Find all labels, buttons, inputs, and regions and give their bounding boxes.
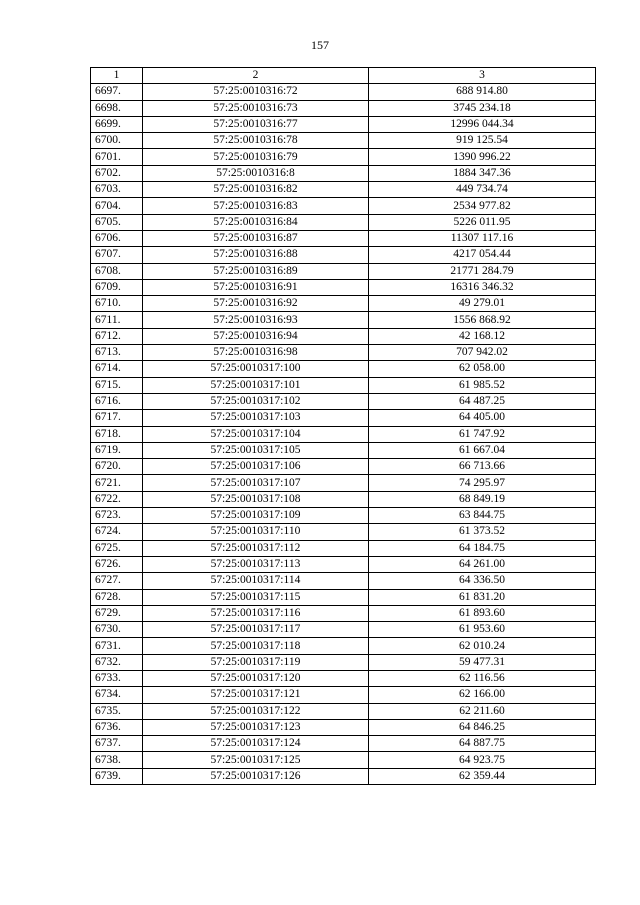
table-row [91, 475, 596, 491]
cadastral-value: 62 058.00 [369, 361, 596, 377]
table-row [91, 345, 596, 361]
row-number: 6714. [91, 361, 143, 377]
row-number: 6709. [91, 279, 143, 295]
row-number: 6704. [91, 198, 143, 214]
cadastral-number: 57:25:0010317:113 [143, 556, 369, 572]
cadastral-value: 63 844.75 [369, 508, 596, 524]
cadastral-value: 1884 347.36 [369, 165, 596, 181]
row-number: 6727. [91, 573, 143, 589]
cadastral-number: 57:25:0010316:92 [143, 296, 369, 312]
cadastral-value: 64 184.75 [369, 540, 596, 556]
table-row [91, 605, 596, 621]
cadastral-number: 57:25:0010317:115 [143, 589, 369, 605]
table-row [91, 393, 596, 409]
row-number: 6732. [91, 654, 143, 670]
table-row [91, 377, 596, 393]
row-number: 6715. [91, 377, 143, 393]
row-number: 6706. [91, 230, 143, 246]
row-number: 6731. [91, 638, 143, 654]
table-row [91, 622, 596, 638]
cadastral-value: 74 295.97 [369, 475, 596, 491]
cadastral-number: 57:25:0010316:94 [143, 328, 369, 344]
cadastral-number: 57:25:0010317:117 [143, 622, 369, 638]
table-row [91, 442, 596, 458]
cadastral-value: 42 168.12 [369, 328, 596, 344]
row-number: 6705. [91, 214, 143, 230]
table-row [91, 328, 596, 344]
table-row [91, 247, 596, 263]
table-row [91, 768, 596, 784]
table-row [91, 703, 596, 719]
table-row [91, 198, 596, 214]
table-row [91, 540, 596, 556]
cadastral-number: 57:25:0010317:119 [143, 654, 369, 670]
cadastral-number: 57:25:0010317:112 [143, 540, 369, 556]
cadastral-value: 62 010.24 [369, 638, 596, 654]
table-row [91, 491, 596, 507]
cadastral-value: 49 279.01 [369, 296, 596, 312]
row-number: 6729. [91, 605, 143, 621]
row-number: 6734. [91, 687, 143, 703]
row-number: 6738. [91, 752, 143, 768]
row-number: 6700. [91, 133, 143, 149]
row-number: 6708. [91, 263, 143, 279]
cadastral-value: 62 359.44 [369, 768, 596, 784]
cadastral-value: 62 166.00 [369, 687, 596, 703]
cadastral-number: 57:25:0010317:102 [143, 393, 369, 409]
cadastral-value: 59 477.31 [369, 654, 596, 670]
cadastral-number: 57:25:0010317:114 [143, 573, 369, 589]
cadastral-value: 61 747.92 [369, 426, 596, 442]
cadastral-number: 57:25:0010317:118 [143, 638, 369, 654]
table-row [91, 670, 596, 686]
row-number: 6718. [91, 426, 143, 442]
table-row [91, 279, 596, 295]
row-number: 6713. [91, 345, 143, 361]
cadastral-number: 57:25:0010316:87 [143, 230, 369, 246]
table-row [91, 214, 596, 230]
cadastral-number: 57:25:0010316:72 [143, 84, 369, 100]
cadastral-value: 61 831.20 [369, 589, 596, 605]
cadastral-value: 62 211.60 [369, 703, 596, 719]
cadastral-value: 16316 346.32 [369, 279, 596, 295]
cadastral-value: 61 953.60 [369, 622, 596, 638]
cadastral-value: 12996 044.34 [369, 116, 596, 132]
cadastral-value: 64 887.75 [369, 736, 596, 752]
cadastral-value: 707 942.02 [369, 345, 596, 361]
cadastral-number: 57:25:0010317:124 [143, 736, 369, 752]
cadastral-number: 57:25:0010317:121 [143, 687, 369, 703]
cadastral-value: 64 846.25 [369, 719, 596, 735]
row-number: 6697. [91, 84, 143, 100]
cadastral-value-table [90, 67, 596, 785]
cadastral-value: 66 713.66 [369, 459, 596, 475]
row-number: 6730. [91, 622, 143, 638]
row-number: 6707. [91, 247, 143, 263]
cadastral-value: 1556 868.92 [369, 312, 596, 328]
cadastral-number: 57:25:0010316:73 [143, 100, 369, 116]
cadastral-number: 57:25:0010316:98 [143, 345, 369, 361]
cadastral-number: 57:25:0010317:116 [143, 605, 369, 621]
cadastral-value: 64 261.00 [369, 556, 596, 572]
cadastral-value: 688 914.80 [369, 84, 596, 100]
table-row [91, 410, 596, 426]
cadastral-value: 61 893.60 [369, 605, 596, 621]
cadastral-number: 57:25:0010317:123 [143, 719, 369, 735]
table-row [91, 508, 596, 524]
row-number: 6736. [91, 719, 143, 735]
table-row [91, 182, 596, 198]
cadastral-number: 57:25:0010317:108 [143, 491, 369, 507]
row-number: 6711. [91, 312, 143, 328]
table-row [91, 165, 596, 181]
cadastral-value: 62 116.56 [369, 670, 596, 686]
cadastral-value: 1390 996.22 [369, 149, 596, 165]
cadastral-number: 57:25:0010316:84 [143, 214, 369, 230]
cadastral-value: 64 405.00 [369, 410, 596, 426]
table-row [91, 589, 596, 605]
cadastral-number: 57:25:0010317:103 [143, 410, 369, 426]
table-row [91, 638, 596, 654]
cadastral-number: 57:25:0010316:89 [143, 263, 369, 279]
header-col-2: 2 [143, 68, 369, 84]
cadastral-number: 57:25:0010317:126 [143, 768, 369, 784]
table-row [91, 752, 596, 768]
table-row [91, 426, 596, 442]
row-number: 6717. [91, 410, 143, 426]
table-row [91, 524, 596, 540]
row-number: 6728. [91, 589, 143, 605]
cadastral-number: 57:25:0010316:93 [143, 312, 369, 328]
cadastral-number: 57:25:0010316:82 [143, 182, 369, 198]
cadastral-value: 4217 054.44 [369, 247, 596, 263]
row-number: 6719. [91, 442, 143, 458]
cadastral-value: 64 923.75 [369, 752, 596, 768]
table-row [91, 556, 596, 572]
table-row [91, 654, 596, 670]
cadastral-value: 449 734.74 [369, 182, 596, 198]
table-row [91, 133, 596, 149]
table-body [91, 84, 596, 785]
row-number: 6737. [91, 736, 143, 752]
cadastral-number: 57:25:0010317:101 [143, 377, 369, 393]
cadastral-number: 57:25:0010316:77 [143, 116, 369, 132]
row-number: 6733. [91, 670, 143, 686]
table-row [91, 736, 596, 752]
header-col-3: 3 [369, 68, 596, 84]
row-number: 6702. [91, 165, 143, 181]
cadastral-number: 57:25:0010317:120 [143, 670, 369, 686]
cadastral-number: 57:25:0010317:125 [143, 752, 369, 768]
table-row [91, 116, 596, 132]
cadastral-value: 68 849.19 [369, 491, 596, 507]
table-row [91, 459, 596, 475]
cadastral-value: 61 985.52 [369, 377, 596, 393]
cadastral-value: 3745 234.18 [369, 100, 596, 116]
row-number: 6725. [91, 540, 143, 556]
table-row [91, 573, 596, 589]
cadastral-number: 57:25:0010316:88 [143, 247, 369, 263]
table-row [91, 296, 596, 312]
cadastral-number: 57:25:0010317:107 [143, 475, 369, 491]
table-row [91, 84, 596, 100]
cadastral-number: 57:25:0010316:91 [143, 279, 369, 295]
cadastral-value: 21771 284.79 [369, 263, 596, 279]
cadastral-value: 61 667.04 [369, 442, 596, 458]
row-number: 6721. [91, 475, 143, 491]
cadastral-value: 64 487.25 [369, 393, 596, 409]
table-row [91, 263, 596, 279]
cadastral-number: 57:25:0010317:122 [143, 703, 369, 719]
cadastral-number: 57:25:0010317:104 [143, 426, 369, 442]
cadastral-number: 57:25:0010317:109 [143, 508, 369, 524]
table-row [91, 361, 596, 377]
table-row [91, 312, 596, 328]
cadastral-number: 57:25:0010316:83 [143, 198, 369, 214]
row-number: 6723. [91, 508, 143, 524]
row-number: 6735. [91, 703, 143, 719]
cadastral-number: 57:25:0010316:79 [143, 149, 369, 165]
table-row [91, 719, 596, 735]
table-row [91, 230, 596, 246]
table-row [91, 149, 596, 165]
row-number: 6739. [91, 768, 143, 784]
cadastral-number: 57:25:0010317:106 [143, 459, 369, 475]
cadastral-value: 11307 117.16 [369, 230, 596, 246]
cadastral-value: 61 373.52 [369, 524, 596, 540]
header-col-1: 1 [91, 68, 143, 84]
row-number: 6726. [91, 556, 143, 572]
cadastral-value: 64 336.50 [369, 573, 596, 589]
row-number: 6716. [91, 393, 143, 409]
row-number: 6699. [91, 116, 143, 132]
cadastral-number: 57:25:0010317:100 [143, 361, 369, 377]
cadastral-number: 57:25:0010317:105 [143, 442, 369, 458]
row-number: 6722. [91, 491, 143, 507]
row-number: 6698. [91, 100, 143, 116]
cadastral-value: 2534 977.82 [369, 198, 596, 214]
row-number: 6710. [91, 296, 143, 312]
row-number: 6724. [91, 524, 143, 540]
cadastral-number: 57:25:0010317:110 [143, 524, 369, 540]
row-number: 6712. [91, 328, 143, 344]
cadastral-value: 919 125.54 [369, 133, 596, 149]
table-header-row [91, 68, 596, 84]
row-number: 6701. [91, 149, 143, 165]
row-number: 6720. [91, 459, 143, 475]
cadastral-number: 57:25:0010316:78 [143, 133, 369, 149]
cadastral-value: 5226 011.95 [369, 214, 596, 230]
row-number: 6703. [91, 182, 143, 198]
table-row [91, 100, 596, 116]
cadastral-number: 57:25:0010316:8 [143, 165, 369, 181]
table-row [91, 687, 596, 703]
page-number: 157 [311, 38, 329, 52]
